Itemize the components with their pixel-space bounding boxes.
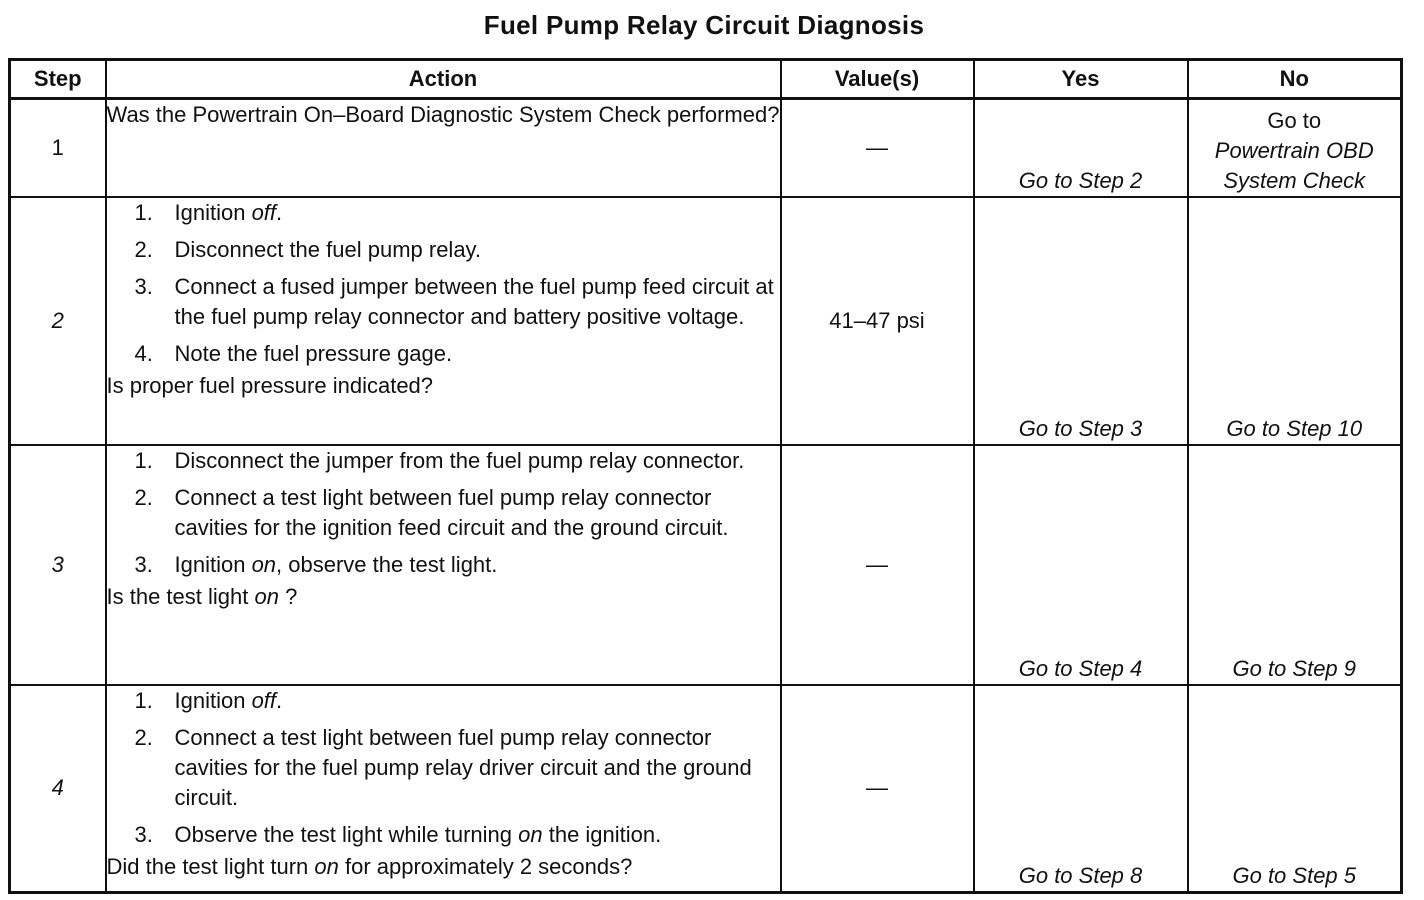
yes-cell: Go to Step 8	[974, 685, 1188, 893]
table-row	[10, 99, 1402, 197]
no-cell-line2: Powertrain OBD System Check	[1214, 137, 1374, 193]
step-number: 4	[10, 685, 106, 893]
header-values: Value(s)	[781, 60, 974, 99]
yes-cell: Go to Step 3	[974, 197, 1188, 445]
action-question: Is proper fuel pressure indicated?	[106, 372, 434, 398]
no-cell: Go to Step 9	[1188, 445, 1402, 685]
action-steps	[107, 446, 780, 580]
yes-cell: Go to Step 2	[974, 99, 1188, 197]
action-step-item: 1. Disconnect the jumper from the fuel pump relay connector.	[134, 447, 745, 473]
value-cell: —	[781, 445, 974, 685]
value-cell: —	[781, 685, 974, 893]
header-step: Step	[10, 60, 106, 99]
action-step-item: 3. Observe the test light while turning on the ignition.	[134, 821, 662, 847]
action-steps	[107, 198, 780, 369]
action-step-item: 3. Ignition on, observe the test light.	[134, 551, 498, 577]
action-cell	[106, 445, 781, 685]
action-question: Is the test light on ?	[106, 583, 298, 609]
value-cell: 41–47 psi	[781, 197, 974, 445]
action-step-item: 2. Disconnect the fuel pump relay.	[134, 236, 482, 262]
yes-cell: Go to Step 4	[974, 445, 1188, 685]
no-cell	[1188, 99, 1402, 197]
step-number: 3	[10, 445, 106, 685]
action-cell	[106, 685, 781, 893]
step-number: 1	[10, 99, 106, 197]
action-cell	[106, 99, 781, 197]
action-question: Was the Powertrain On–Board Diagnostic System Check performed?	[106, 102, 780, 127]
header-action: Action	[106, 60, 781, 99]
table-row	[10, 685, 1402, 893]
action-step-item: 2. Connect a test light between fuel pump relay connector cavities for the ignition feed circuit and the ground circuit.	[134, 484, 729, 540]
header-row	[10, 60, 1402, 99]
page-title: Fuel Pump Relay Circuit Diagnosis	[483, 10, 925, 40]
action-step-item: 4. Note the fuel pressure gage.	[134, 340, 453, 366]
no-cell-line1: Go to	[1267, 107, 1322, 133]
diagnosis-table	[8, 58, 1403, 894]
action-question: Did the test light turn on for approximately 2 seconds?	[106, 853, 633, 879]
no-cell: Go to Step 5	[1188, 685, 1402, 893]
action-step-item: 2. Connect a test light between fuel pump relay connector cavities for the fuel pump relay driver circuit and the ground circuit.	[134, 724, 752, 810]
action-steps	[107, 686, 780, 850]
header-yes: Yes	[974, 60, 1188, 99]
header-no: No	[1188, 60, 1402, 99]
table-row	[10, 445, 1402, 685]
no-cell: Go to Step 10	[1188, 197, 1402, 445]
action-step-item: 1. Ignition off.	[134, 687, 283, 713]
action-cell	[106, 197, 781, 445]
table-row	[10, 197, 1402, 445]
value-cell: —	[781, 99, 974, 197]
step-number: 2	[10, 197, 106, 445]
action-step-item: 3. Connect a fused jumper between the fuel pump feed circuit at the fuel pump relay connector and battery positive voltage.	[134, 273, 774, 329]
action-step-item: 1. Ignition off.	[134, 199, 283, 225]
